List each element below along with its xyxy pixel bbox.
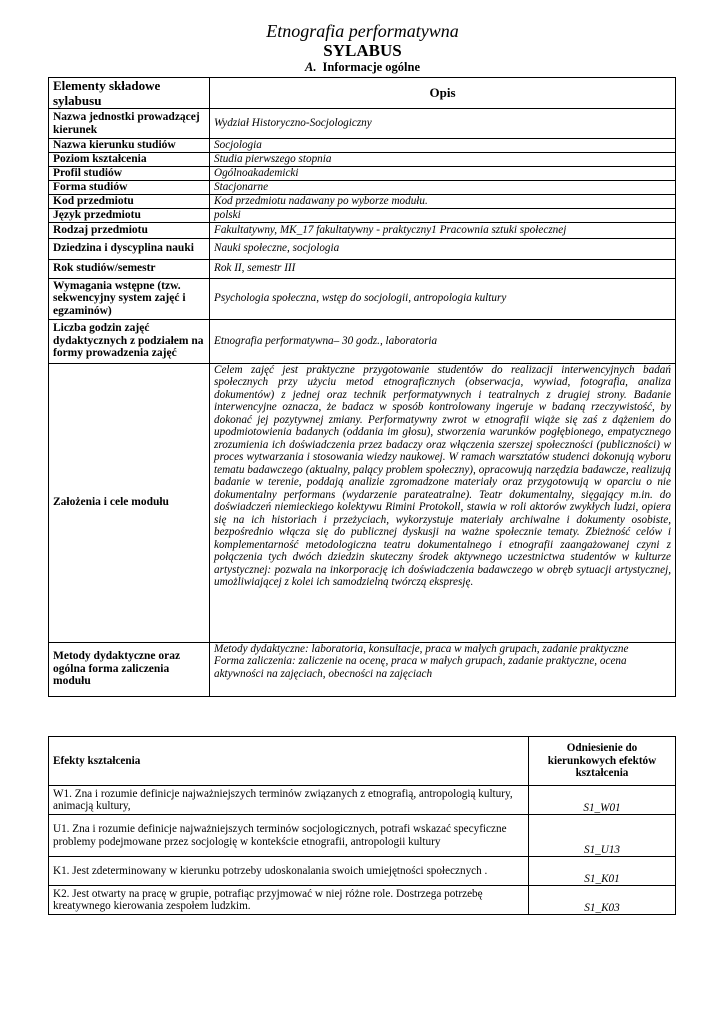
effect-reference: S1_U13: [529, 815, 676, 857]
row-value: Studia pierwszego stopnia: [210, 152, 676, 166]
row-label: Nazwa kierunku studiów: [49, 139, 210, 153]
row-value: Etnografia performatywna– 30 godz., laboratoria: [210, 319, 676, 363]
row-label: Liczba godzin zajęć dydaktycznych z podziałem na formy prowadzenia zajęć: [49, 319, 210, 363]
syllabus-row: [49, 363, 676, 642]
row-value: polski: [210, 208, 676, 222]
syllabus-row: [49, 166, 676, 180]
syllabus-table: [48, 77, 676, 697]
effect-text: W1. Zna i rozumie definicje najważniejszych terminów związanych z etnografią, antropologią kultury, animacją kultury,: [49, 786, 529, 815]
syllabus-row: [49, 319, 676, 363]
effect-reference: S1_W01: [529, 786, 676, 815]
syllabus-row: [49, 259, 676, 278]
syllabus-row: [49, 152, 676, 166]
row-value: Kod przedmiotu nadawany po wyborze modułu.: [210, 194, 676, 208]
row-value: Psychologia społeczna, wstęp do socjologii, antropologia kultury: [210, 278, 676, 319]
syllabus-header-row: [49, 78, 676, 109]
header-reference-cell: Odniesienie do kierunkowych efektów kształcenia: [529, 737, 676, 786]
effect-reference: S1_K03: [529, 886, 676, 915]
effect-text: K1. Jest zdeterminowany w kierunku potrzeby udoskonalania swoich umiejętności społecznych .: [49, 857, 529, 886]
row-label: Profil studiów: [49, 166, 210, 180]
section-title: Informacje ogólne: [322, 60, 420, 74]
row-value: Socjologia: [210, 139, 676, 153]
row-value: [210, 642, 676, 696]
row-label: Dziedzina i dyscyplina nauki: [49, 238, 210, 259]
syllabus-row: [49, 139, 676, 153]
syllabus-row: [49, 642, 676, 696]
document-subtitle: SYLABUS: [323, 41, 402, 60]
effect-row: [49, 815, 676, 857]
row-value: Wydział Historyczno-Socjologiczny: [210, 109, 676, 139]
section-letter: A.: [304, 60, 317, 74]
methods-line: Metody dydaktyczne: laboratoria, konsultacje, praca w małych grupach, zadanie praktyczne: [214, 642, 629, 655]
effect-row: [49, 886, 676, 915]
section-heading: [0, 60, 725, 75]
row-label: Język przedmiotu: [49, 208, 210, 222]
syllabus-row: [49, 222, 676, 238]
row-label: Wymagania wstępne (tzw. sekwencyjny system zajęć i egzaminów): [49, 278, 210, 319]
header-opis-cell: Opis: [210, 78, 676, 109]
row-value: Nauki społeczne, socjologia: [210, 238, 676, 259]
row-value: Rok II, semestr III: [210, 259, 676, 278]
row-label: Metody dydaktyczne oraz ogólna forma zaliczenia modułu: [49, 642, 210, 696]
row-value: Ogólnoakademicki: [210, 166, 676, 180]
learning-outcomes-table: [48, 736, 676, 915]
row-label: Forma studiów: [49, 180, 210, 194]
syllabus-row: [49, 208, 676, 222]
row-label: Rok studiów/semestr: [49, 259, 210, 278]
row-label: Założenia i cele modułu: [49, 363, 210, 642]
assessment-line: Forma zaliczenia: zaliczenie na ocenę, praca w małych grupach, zadanie praktyczne, ocena aktywności na zajęciach, obecności na zajęciach: [214, 655, 627, 680]
header-elements-cell: Elementy składowe sylabusu: [49, 78, 210, 109]
row-value: Stacjonarne: [210, 180, 676, 194]
effect-text: K2. Jest otwarty na pracę w grupie, potrafiąc przyjmować w niej różne role. Dostrzega potrzebę kreatywnego kierowania zespołem ludzkim.: [49, 886, 529, 915]
goals-text: Celem zajęć jest praktyczne przygotowanie studentów do realizacji interwencyjnych badań społecznych przy użyciu metod etnograficznych (obserwacja, wywiad, fotografia, analiza dokumentów) z jednej oraz technik performatywnych i teatralnych z drugiej strony. Badanie interwencyjne oznacza, że badacz w sposób kontrolowany ingeruje w badaną rzeczywistość, by dokonać jej pozytywnej zmiany. Performatywny zwrot w etnografii wiąże się zaś z dążeniem do upodmiotowienia badanych (oddania im głosu), stworzenia warunków pogłębionego, empatycznego zrozumienia ich doświadczenia przez badaczy oraz włączenia szerszej społeczności (publiczności) w proces wytwarzania i stosowania wiedzy naukowej. W ramach warsztatów studenci dokonują wyboru tematu badawczego (aktualny, palący problem społeczny), opracowują narzędzia badawcze, realizują badanie w terenie, poddają analizie zgromadzone materiały oraz przygotowują w oparciu o nie dokumentalny performans (wydarzenie parateatralne). Teatr dokumentalny, sięgający m.in. do doświadczeń niemieckiego kolektywu Rimini Protokoll, stawia w roli aktorów zwykłych ludzi, opiera się na ich historiach i przeżyciach, wykorzystuje materiały archiwalne i dokumenty osobiste, bezpośrednio włącza się do publicznej dyskusji na ważne społecznie tematy. Zbieżność celów i komplementarność metodologiczna teatru dokumentalnego i etnografii zaangażowanej czyni z połączenia tych dwóch dziedzin skuteczny środek aktywnego uczestnictwa studentów w kulturze artystycznej: pozwala na inkorporację ich doświadczenia badawczego w obręb sytuacji artystycznej, umożliwiającej z kolei ich samodzielną twórczą ekspresję.: [210, 363, 676, 642]
document-title: Etnografia performatywna: [266, 21, 459, 41]
row-label: Poziom kształcenia: [49, 152, 210, 166]
header-effects-cell: Efekty kształcenia: [49, 737, 529, 786]
effects-header-row: [49, 737, 676, 786]
syllabus-row: [49, 194, 676, 208]
row-label: Rodzaj przedmiotu: [49, 222, 210, 238]
effect-row: [49, 786, 676, 815]
syllabus-row: [49, 109, 676, 139]
row-label: Kod przedmiotu: [49, 194, 210, 208]
row-label: Nazwa jednostki prowadzącej kierunek: [49, 109, 210, 139]
syllabus-row: [49, 238, 676, 259]
effect-reference: S1_K01: [529, 857, 676, 886]
syllabus-row: [49, 278, 676, 319]
effect-row: [49, 857, 676, 886]
effect-text: U1. Zna i rozumie definicje najważniejszych terminów socjologicznych, potrafi wskazać specyficzne problemy podejmowane przez socjologię w kontekście etnografii, antropologii kultury: [49, 815, 529, 857]
syllabus-row: [49, 180, 676, 194]
row-value: Fakultatywny, MK_17 fakultatywny - praktyczny1 Pracownia sztuki społecznej: [210, 222, 676, 238]
